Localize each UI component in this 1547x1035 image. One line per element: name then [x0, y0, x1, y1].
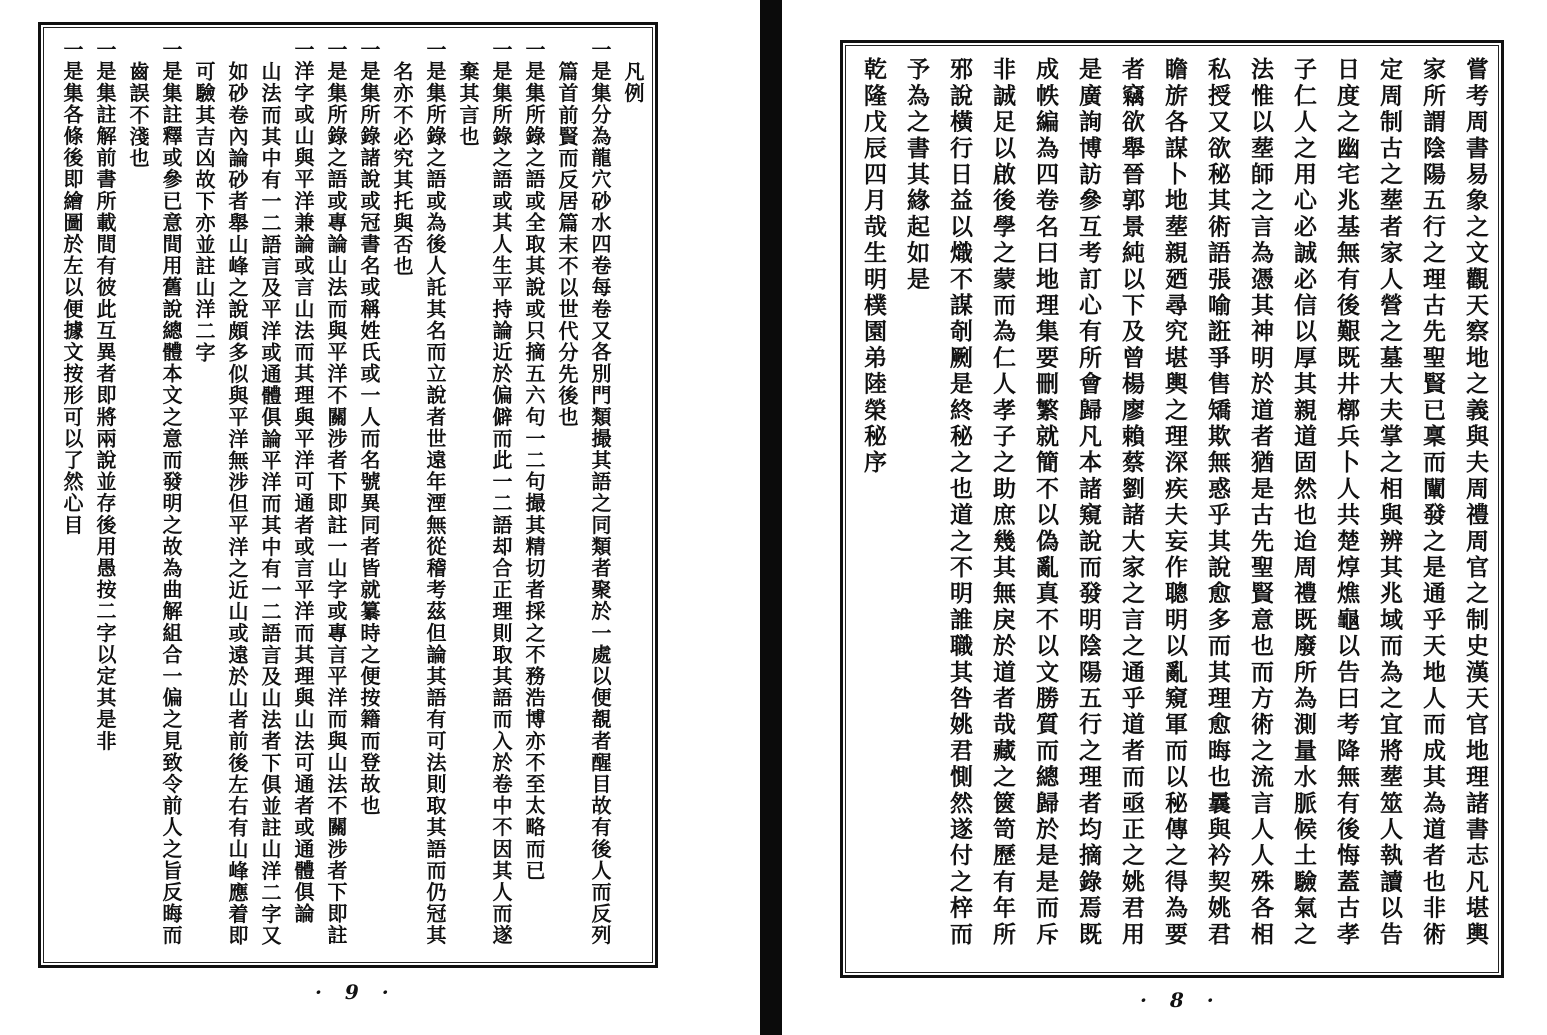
right-text-column: 成帙編為四卷名曰地理集要刪繁就簡不以偽亂真不以文勝質而總歸於是是而斥 — [1032, 57, 1059, 948]
right-text-column: 乾隆戊辰四月哉生明樸園弟陸榮秘序 — [860, 57, 887, 477]
right-text-column: 家所謂陰陽五行之理古先聖賢已稟而闡發之是通乎天地人而成其為道者也非術 — [1419, 57, 1446, 948]
left-text-column: 如砂卷內論砂者舉山峰之說頗多似與平洋無涉但平洋之近山或遠於山者前後左右有山峰應着即 — [225, 61, 249, 947]
right-text-column: 定周制古之塟者家人營之墓大夫掌之相與辨其兆域而為之宜將塟筮人執讀以告 — [1376, 57, 1403, 948]
left-page-text — [49, 39, 643, 947]
right-text-column: 法惟以塟師之言為憑其神明於道者猶是古先聖賢意也而方術之流言人人殊各相 — [1247, 57, 1274, 948]
left-text-column: 一洋字或山與平洋兼論或言山法而其理與平洋可通者或言平洋而其理與山法可通者或通體俱論 — [291, 39, 315, 925]
right-text-column: 私授又欲秘其術語張喻誑爭售矯欺無惑乎其說愈多而其理愈晦也曩與衿契姚君 — [1204, 57, 1231, 948]
left-text-column: 一是集所錄之語或專論山法而與平洋不關涉者下即註一山字或專言平洋而與山法不關涉者下即註 — [324, 39, 348, 947]
left-text-column: 一是集各條後即繪圖於左以便據文按形可以了然心目 — [60, 39, 84, 536]
left-text-column: 一是集註解前書所載間有彼此互異者即將兩說並存後用愚按二字以定其是非 — [93, 39, 117, 752]
left-text-column: 一是集註釋或參已意間用舊說總體本文之意而發明之故為曲解組合一偏之見致令前人之旨反晦而 — [159, 39, 183, 947]
right-page-frame — [840, 40, 1504, 978]
right-text-column: 非誠足以啟後學之蒙而為仁人孝子之助庶幾其無戾於道者哉藏之篋笥歷有年所 — [989, 57, 1016, 948]
left-text-column: 一是集所錄諸說或冠書名或稱姓氏或一人而名號異同者皆就纂時之便按籍而登故也 — [357, 39, 381, 817]
left-text-column: 名亦不必究其托與否也 — [390, 61, 414, 277]
left-text-column: 一是集分為龍穴砂水四卷每卷又各別門類撮其語之同類者聚於一處以便覩者醒目故有後人而反列 — [588, 39, 612, 947]
right-text-column: 是廣詢博訪參互考訂心有所會歸凡本諸窺說而發明陰陽五行之理者均摘錄焉既 — [1075, 57, 1102, 948]
right-text-column: 者竊欲舉晉郭景純以下及曾楊廖賴蔡劉諸大家之言之通乎道者而亟正之姚君用 — [1118, 57, 1145, 948]
right-page-text — [842, 57, 1487, 948]
left-text-column: 棄其言也 — [456, 61, 480, 148]
right-text-column: 子仁人之用心必誠必信以厚其親道固然也迨周禮既廢所為測量水脈候土驗氣之 — [1290, 57, 1317, 948]
page-number-left: · 9 · — [315, 980, 397, 1004]
right-text-column: 邪說橫行日益以熾不謀剞劂是終秘之也道之不明誰職其咎姚君惻然遂付之梓而 — [946, 57, 973, 948]
left-text-column: 凡例 — [621, 61, 645, 105]
left-text-column: 山法而其中有一二語言及平洋或通體俱論平洋而其中有一二語言及山法者下俱並註山洋二字又 — [258, 61, 282, 947]
left-text-column: 一是集所錄之語或全取其說或只摘五六句一二句撮其精切者採之不務浩博亦不至太略而已 — [522, 39, 546, 882]
left-text-column: 可驗其吉凶故下亦並註山洋二字 — [192, 61, 216, 364]
book-gutter — [760, 0, 782, 1035]
right-text-column: 瞻旂各謀卜地塟親廼尋究堪輿之理深疾夫妄作聰明以亂窺軍而以秘傳之得為要 — [1161, 57, 1188, 948]
page-number-right: · 8 · — [1140, 988, 1222, 1012]
left-text-column: 篇首前賢而反居篇末不以世代分先後也 — [555, 61, 579, 429]
left-text-column: 一是集所錄之語或其人生平持論近於偏僻而此一二語却合正理則取其語而入於卷中不因其人而遂 — [489, 39, 513, 947]
right-text-column: 予為之書其緣起如是 — [903, 57, 930, 293]
left-page-frame — [38, 22, 658, 968]
left-text-column: 一是集所錄之語或為後人託其名而立說者世遠年湮無從稽考茲但論其語有可法則取其語而仍冠其 — [423, 39, 447, 947]
right-text-column: 日度之幽宅兆基無有後艱既井槨兵卜人共楚焞燋龜以告曰考降無有後悔蓋古孝 — [1333, 57, 1360, 948]
left-text-column: 齒誤不淺也 — [126, 61, 150, 169]
right-text-column: 嘗考周書易象之文觀天察地之義與夫周禮周官之制史漢天官地理諸書志凡堪輿 — [1462, 57, 1489, 948]
